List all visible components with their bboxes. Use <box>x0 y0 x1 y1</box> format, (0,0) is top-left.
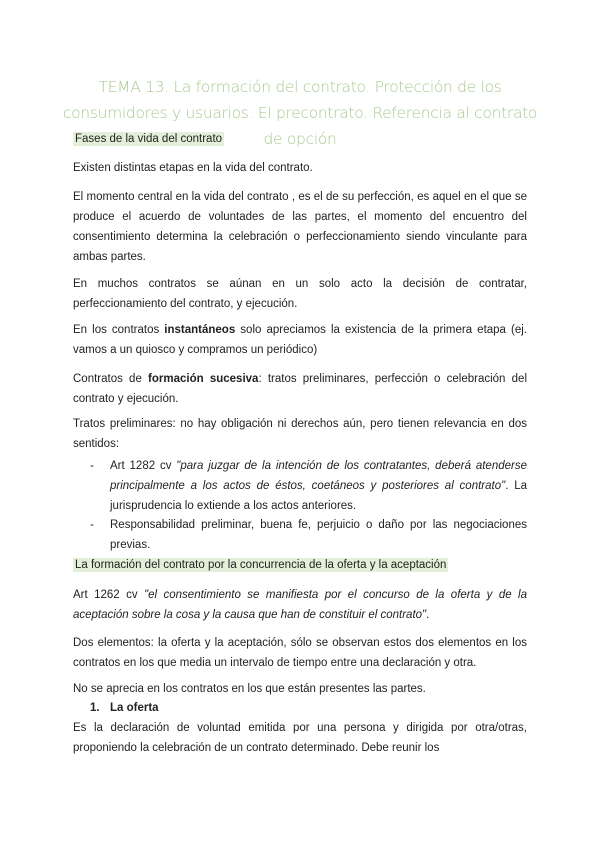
document-title: TEMA 13. La formación del contrato. Protección de los consumidores y usuarios. El precontrato. Referencia al contrato de opción <box>62 78 538 148</box>
paragraph-perfeccion: El momento central en la vida del contrato , es el de su perfección, es aquel en el que se produce el acuerdo de voluntades de las partes, el momento del encuentro del consentimiento determina la celebración o perfeccionamiento siendo vinculante para ambas partes. <box>73 191 527 263</box>
paragraph-art-1262: Art 1262 cv "el consentimiento se manifiesta por el concurso de la oferta y de la aceptación sobre la cosa y la causa que han de constituir el contrato". <box>73 589 527 621</box>
paragraph-tratos-preliminares: Tratos preliminares: no hay obligación ni derechos aún, pero tienen relevancia en dos sentidos: <box>73 418 527 450</box>
section-heading-fases: Fases de la vida del contrato <box>75 133 223 145</box>
bullet-art-1282: - Art 1282 cv "para juzgar de la intención de los contratantes, deberá atenderse principalmente a los actos de éstos, coetáneos y posteriores al contrato". La jurisprudencia lo extiende a los actos anteriores. <box>90 460 527 512</box>
paragraph-no-se-aprecia: No se aprecia en los contratos en los que están presentes las partes. <box>73 683 426 695</box>
paragraph-muchos-contratos: En muchos contratos se aúnan en un solo acto la decisión de contratar, perfeccionamiento del contrato, y ejecución. <box>73 278 527 310</box>
paragraph-instantaneos: En los contratos instantáneos solo apreciamos la existencia de la primera etapa (ej. vamos a un quiosco y compramos un periódico) <box>73 324 527 356</box>
paragraph-intro: Existen distintas etapas en la vida del contrato. <box>73 162 313 174</box>
section-heading-formacion: La formación del contrato por la concurrencia de la oferta y la aceptación <box>75 559 447 571</box>
paragraph-dos-elementos: Dos elementos: la oferta y la aceptación, sólo se observan estos dos elementos en los contratos en los que media un intervalo de tiempo entre una declaración y otra. <box>73 637 527 669</box>
paragraph-formacion-sucesiva: Contratos de formación sucesiva: tratos preliminares, perfección o celebración del contrato y ejecución. <box>73 373 527 405</box>
paragraph-oferta-definicion: Es la declaración de voluntad emitida por una persona y dirigida por otra/otras, proponiendo la celebración de un contrato determinado. Debe reunir los <box>73 722 527 754</box>
list-item-la-oferta: 1. La oferta <box>90 702 159 714</box>
bullet-responsabilidad: - Responsabilidad preliminar, buena fe, perjuicio o daño por las negociaciones previas. <box>90 519 527 551</box>
